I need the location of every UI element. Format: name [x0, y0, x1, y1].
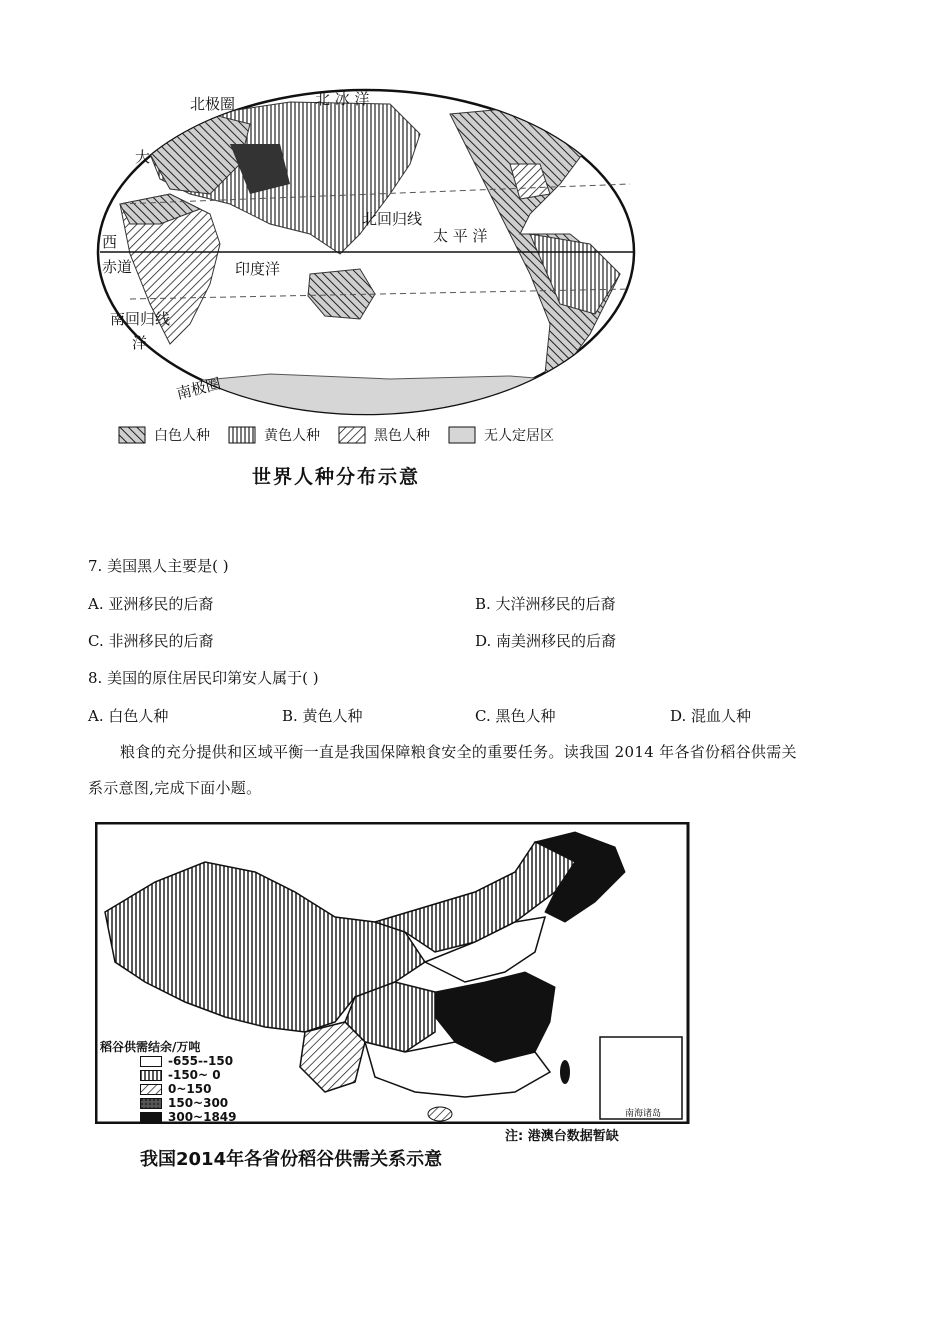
legend-swatch-2 — [140, 1070, 162, 1081]
label-tropic-of-capricorn: 南回归线 — [110, 310, 171, 328]
label-equator: 赤道 — [102, 258, 133, 276]
question-8-option-a[interactable]: A. 白色人种 — [88, 707, 169, 725]
question-8-stem: 8. 美国的原住居民印第安人属于( ) — [88, 669, 319, 687]
question-7-option-a[interactable]: A. 亚洲移民的后裔 — [88, 595, 214, 613]
legend-swatch-4 — [140, 1098, 162, 1109]
question-7-stem: 7. 美国黑人主要是( ) — [88, 557, 229, 575]
label-tropic-of-cancer: 北回归线 — [362, 210, 423, 228]
label-da: 大 — [135, 148, 151, 166]
legend-swatch-white — [118, 426, 146, 444]
china-map-note: 注: 港澳台数据暂缺 — [505, 1129, 619, 1144]
label-antarctic-circle: 南极圈 — [174, 374, 223, 403]
label-arctic-ocean: 北 冰 洋 — [315, 90, 370, 108]
legend-label-uninhabited: 无人定居区 — [484, 428, 554, 444]
legend-range-1: -655--150 — [168, 1054, 234, 1068]
legend-label-white: 白色人种 — [154, 428, 210, 444]
legend-title: 稻谷供需结余/万吨 — [100, 1040, 201, 1054]
legend-label-yellow: 黄色人种 — [264, 428, 320, 444]
legend-range-5: 300~1849 — [168, 1110, 237, 1124]
world-map-caption: 世界人种分布示意 — [252, 466, 421, 488]
inset-label: 南海诸岛 — [624, 1109, 662, 1119]
world-map-legend — [118, 425, 554, 445]
question-8-option-b[interactable]: B. 黄色人种 — [282, 707, 363, 725]
question-7-option-d[interactable]: D. 南美洲移民的后裔 — [475, 632, 617, 650]
passage-line-1: 粮食的充分提供和区域平衡一直是我国保障粮食安全的重要任务。读我国 2014 年各省份稻谷供需关 — [120, 743, 797, 761]
legend-swatch-black — [338, 426, 366, 444]
question-7-option-c[interactable]: C. 非洲移民的后裔 — [88, 632, 214, 650]
question-8-option-c[interactable]: C. 黑色人种 — [475, 707, 556, 725]
south-china-sea-inset — [600, 1037, 682, 1119]
china-map-caption: 我国2014年各省份稻谷供需关系示意 — [140, 1149, 443, 1170]
legend-swatch-1 — [140, 1056, 162, 1067]
china-map-legend — [100, 1040, 237, 1124]
legend-range-3: 0~150 — [168, 1082, 212, 1096]
legend-label-black: 黑色人种 — [374, 428, 430, 444]
legend-swatch-yellow — [228, 426, 256, 444]
question-7-option-b[interactable]: B. 大洋洲移民的后裔 — [475, 595, 616, 613]
world-race-map — [90, 84, 650, 454]
legend-swatch-5 — [140, 1112, 162, 1123]
legend-range-4: 150~300 — [168, 1096, 229, 1110]
question-8-option-d[interactable]: D. 混血人种 — [670, 707, 752, 725]
legend-range-2: -150~ 0 — [168, 1068, 221, 1082]
passage-line-2: 系示意图,完成下面小题。 — [88, 779, 262, 797]
legend-swatch-3 — [140, 1084, 162, 1095]
label-yang: 洋 — [132, 334, 148, 352]
label-arctic-circle: 北极圈 — [190, 95, 236, 113]
label-xi: 西 — [102, 233, 118, 251]
legend-swatch-uninhabited — [448, 426, 476, 444]
label-indian-ocean: 印度洋 — [235, 260, 281, 278]
label-pacific-ocean: 太 平 洋 — [433, 227, 488, 245]
